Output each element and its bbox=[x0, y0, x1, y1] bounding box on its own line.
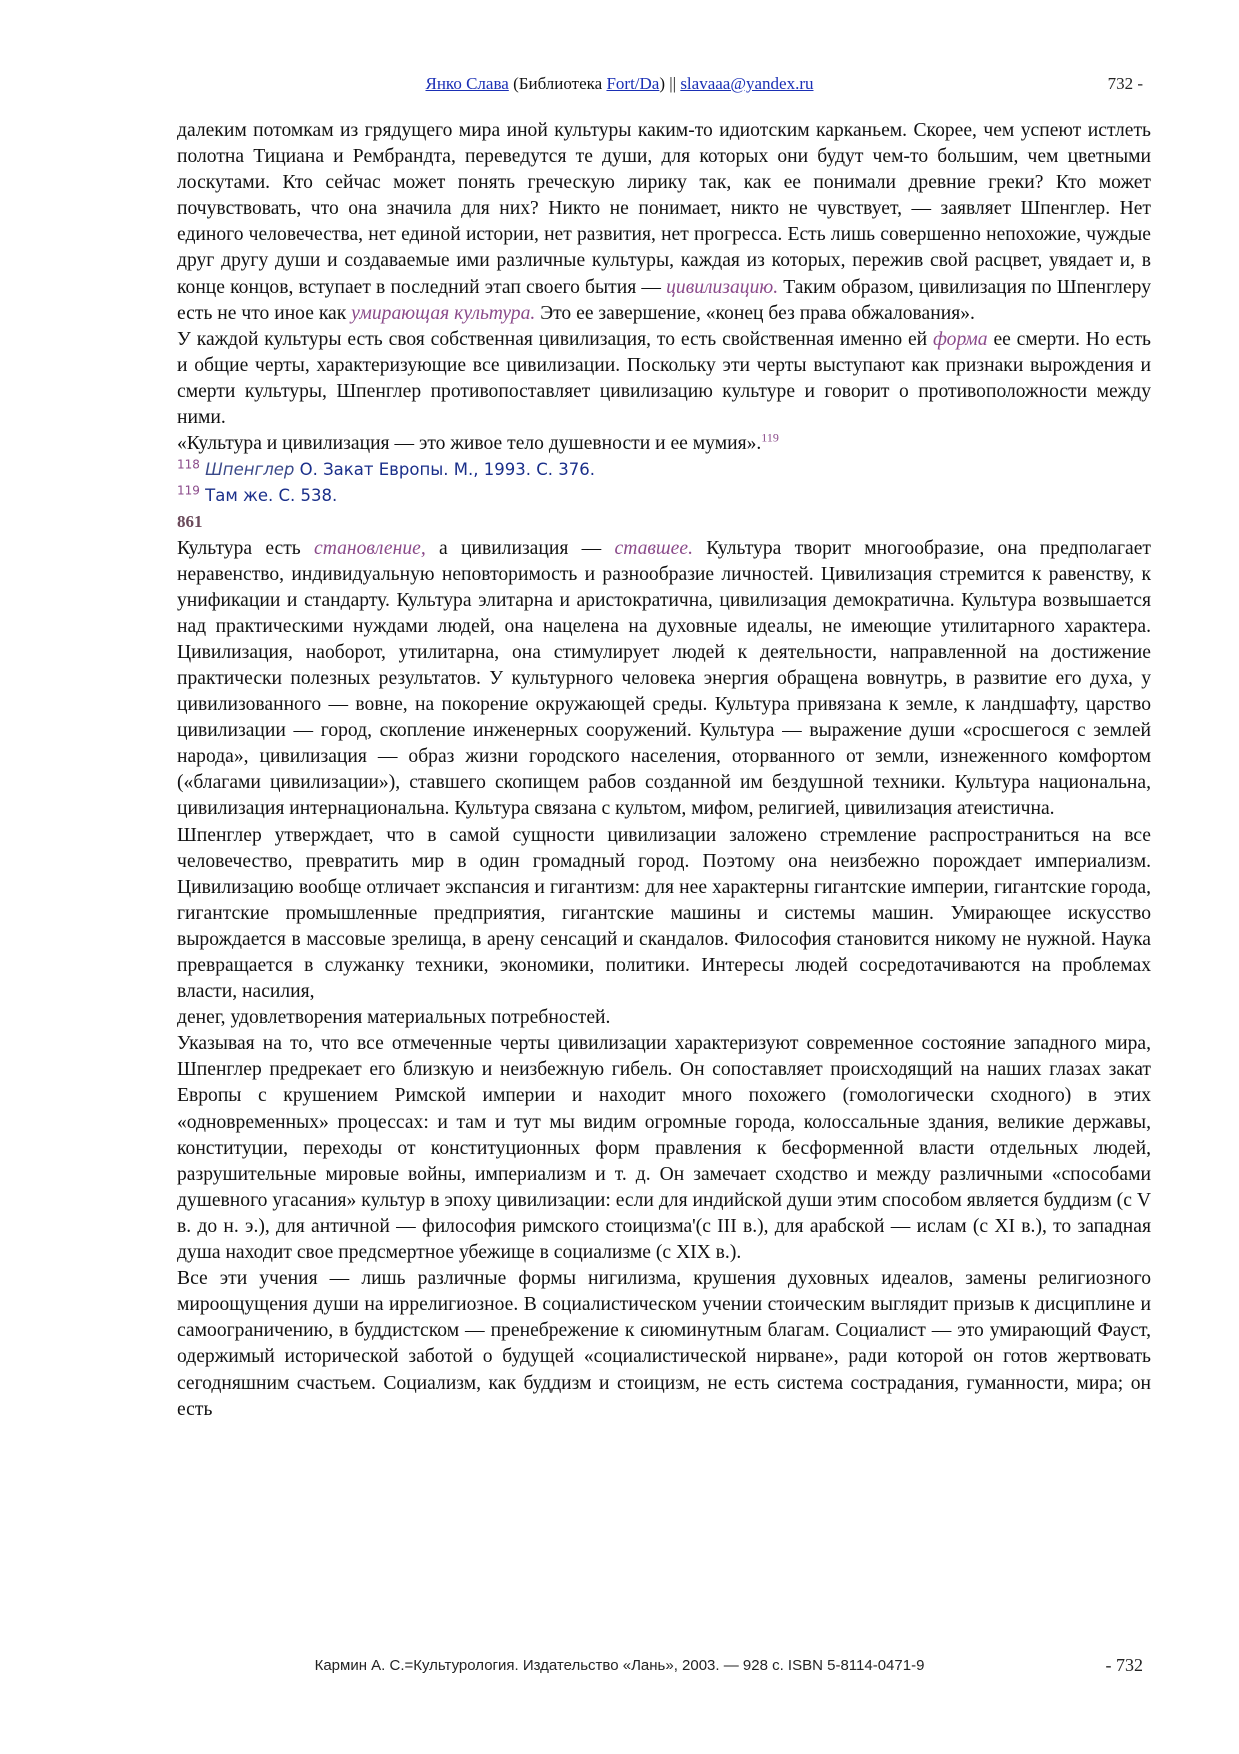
page-footer bbox=[0, 1657, 1239, 1681]
paragraph-6: Указывая на то, что все отмеченные черты цивилизации характеризуют современное состояние западного мира, Шпенглер предрекает его близкую и неизбежную гибель. Он сопоставляет происходящий на наших глазах закат Европы с крушением Римской империи и находит много похожего (гомологически сходного) в этих «одновременных» процессах: и там и тут мы видим огромные города, колоссальные здания, великие державы, конституции, переходы от конституционных форм правления к бесформенной власти отдельных людей, разрушительные мировые войны, империализм и т. д. Он замечает сходство и между различными «способами душевного угасания» культур в эпоху цивилизации: если для индийской души этим способом является буддизм (с V в. до н. э.), для античной — философия римского стоицизма'(с III в.), для арабской — ислам (с XI в.), то западная душа находит свое предсмертное убежище в социализме (с XIX в.). bbox=[177, 1033, 1151, 1264]
text-run: далеким потомкам из грядущего мира иной культуры каким-то идиотским карканьем. Скорее, чем успеют истлеть полотна Тициана и Рембрандта, переведутся те души, для которых они будут чем-то большим, чем цветными лоскутами. Кто сейчас может понять греческую лирику так, как ее понимали древние греки? Кто может почувствовать, что она значила для них? Никто не понимает, никто не чувствует, — заявляет Шпенглер. Нет единого человечества, нет единой истории, нет развития, нет прогресса. Есть лишь совершенно непохожие, чуждые друг другу души и создаваемые ими различные культуры, каждая из которых, пережив свой расцвет, увядает и, в конце концов, вступает в последний этап своего бытия — bbox=[177, 120, 1151, 298]
footnote-number: 118 bbox=[177, 457, 200, 472]
footnote-118 bbox=[177, 457, 1151, 483]
paragraph-7: Все эти учения — лишь различные формы нигилизма, крушения духовных идеалов, замены религиозного мироощущения души на иррелигиозное. В социалистическом учении стоическим выглядит призыв к дисциплине и самоограничению, в буддистском — пренебрежение к сиюминутным благам. Социалист — это умирающий Фауст, одержимый исторической заботой о будущей «социалистической нирване», ради которой он готов жертвовать сегодняшним счастьем. Социализм, как буддизм и стоицизм, не есть система сострадания, гуманности, мира; он есть bbox=[177, 1268, 1151, 1420]
author-link[interactable]: Янко Слава bbox=[425, 74, 509, 93]
paragraph-2 bbox=[177, 327, 1151, 431]
emphasis: ставшее. bbox=[614, 537, 693, 559]
library-suffix: ) || bbox=[659, 74, 681, 93]
text-run: ее смерти. Но есть и общие черты, характеризующие все цивилизации. Поскольку эти черты выступают как признаки вырождения и смерти культуры, Шпенглер противопоставляет цивилизацию культуре и говорит о противоположности между ними. bbox=[177, 328, 1151, 429]
footnote-text: О. Закат Европы. М., 1993. С. 376. bbox=[294, 460, 595, 480]
footnote-119 bbox=[177, 483, 1151, 509]
paragraph-1 bbox=[177, 118, 1151, 327]
text-run: Это ее завершение, «конец без права обжалования». bbox=[535, 302, 975, 324]
text-run: а цивилизация — bbox=[425, 537, 615, 559]
footnote-author: Шпенглер bbox=[205, 460, 295, 480]
paragraph-5: денег, удовлетворения материальных потребностей. bbox=[177, 1007, 611, 1029]
page-content bbox=[177, 118, 1151, 1423]
text-run: Таким образом, цивилизация по Шпенглеру есть не что иное как bbox=[177, 276, 1151, 324]
emphasis: умирающая культура. bbox=[351, 302, 536, 324]
source-page-mark: 861 bbox=[177, 512, 203, 532]
page-header bbox=[0, 74, 1239, 98]
emphasis: форма bbox=[933, 328, 988, 350]
text-run: Культура есть bbox=[177, 537, 314, 559]
paragraph-4: Шпенглер утверждает, что в самой сущности цивилизации заложено стремление распространиться на все человечество, превратить мир в один громадный город. Поэтому она неизбежно порождает империализм. Цивилизацию вообще отличает экспансия и гигантизм: для нее характерны гигантские империи, гигантские города, гигантские промышленные предприятия, гигантские машины и системы машин. Умирающее искусство вырождается в массовые зрелища, в арену сенсаций и скандалов. Философия становится никому не нужной. Наука превращается в служанку техники, экономики, политики. Интересы людей сосредотачиваются на проблемах власти, насилия, bbox=[177, 824, 1151, 1003]
paragraph-3 bbox=[177, 536, 1151, 823]
footer-citation: Кармин А. С.=Культурология. Издательство «Лань», 2003. — 928 с. ISBN 5-8114-0471-9 bbox=[314, 1657, 925, 1674]
emphasis: цивилизацию. bbox=[666, 276, 779, 298]
text-run: Культура творит многообразие, она предполагает неравенство, индивидуальную неповторимость и разнообразие личностей. Цивилизация стремится к равенству, к унификации и стандарту. Культура элитарна и аристократична, цивилизация демократична. Культура возвышается над практическими нуждами людей, она нацелена на духовные идеалы, не имеющие утилитарного характера. Цивилизация, наоборот, утилитарна, она стимулирует людей к деятельности, направленной на достижение практически полезных результатов. У культурного человека энергия обращена вовнутрь, в развитие его духа, у цивилизованного — вовне, на покорение окружающей среды. Культура привязана к земле, к ландшафту, царство цивилизации — город, скопление инженерных сооружений. Культура — выражение души «сросшегося с землей народа», цивилизация — образ жизни городского населения, оторванного от земли, изнеженного комфортом («благами цивилизации»), ставшего скопищем рабов созданной им бездушной техники. Культура национальна, цивилизация интернациональна. Культура связана с культом, мифом, религией, цивилизация атеистична. bbox=[177, 537, 1151, 820]
library-link[interactable]: Fort/Da bbox=[606, 74, 660, 93]
footnote-text: Там же. С. 538. bbox=[199, 486, 338, 506]
quote-text: «Культура и цивилизация — это живое тело душевности и ее мумия». bbox=[177, 433, 762, 455]
header-line bbox=[0, 74, 1239, 94]
footer-page-number: - 732 bbox=[1105, 1655, 1143, 1675]
text-run: У каждой культуры есть своя собственная цивилизация, то есть свойственная именно ей bbox=[177, 328, 934, 350]
header-page-number: 732 - bbox=[1107, 74, 1143, 93]
library-prefix: (Библиотека bbox=[508, 74, 607, 93]
quote-line bbox=[177, 431, 1151, 457]
emphasis: становление, bbox=[314, 537, 426, 559]
footnote-number: 119 bbox=[177, 483, 200, 498]
email-link[interactable]: slavaaa@yandex.ru bbox=[680, 74, 814, 93]
footnote-ref-119[interactable]: 119 bbox=[761, 430, 779, 445]
